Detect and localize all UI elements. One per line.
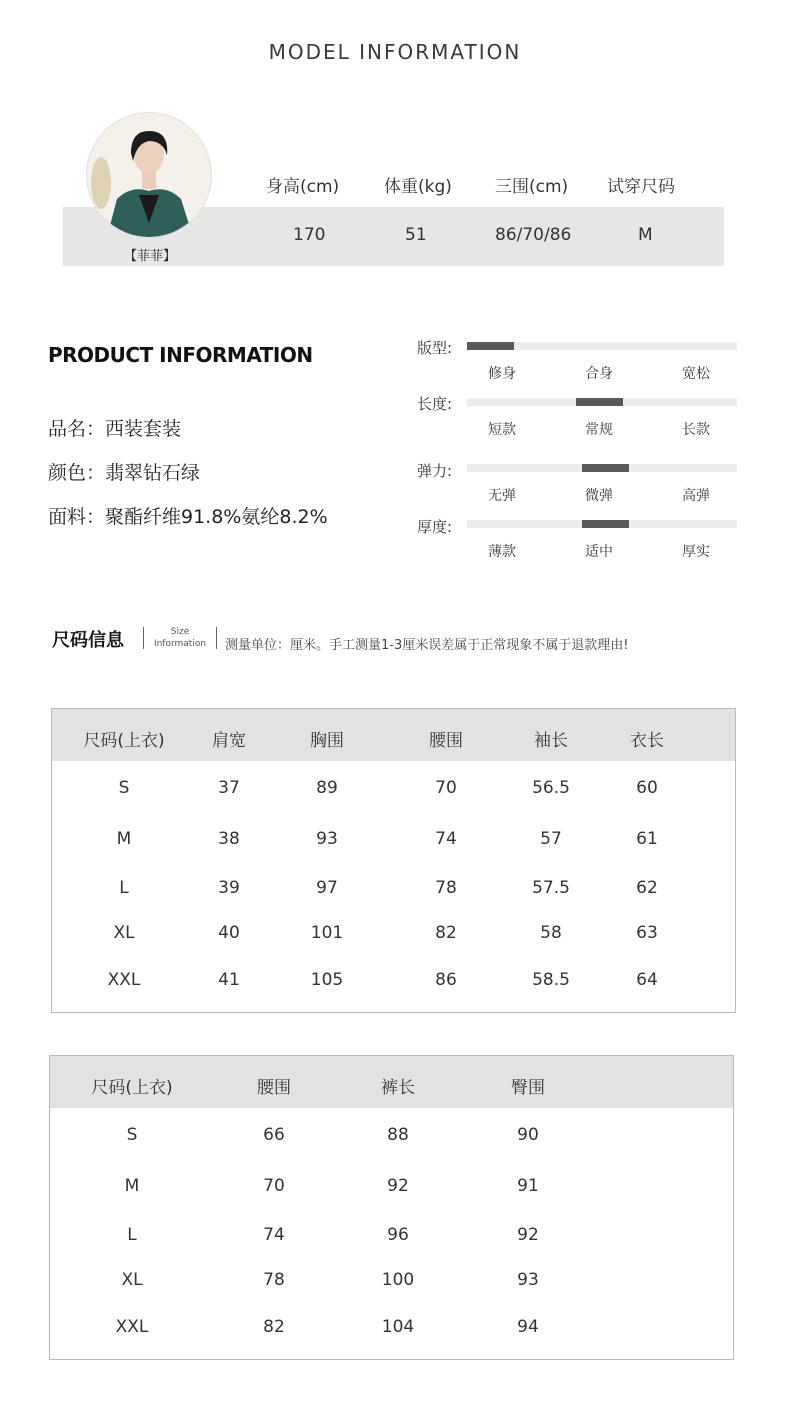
attr-fit-label: 版型: [417, 339, 453, 357]
top-table-cell: 58.5 [532, 970, 570, 990]
product-section-title: PRODUCT INFORMATION [48, 343, 313, 367]
pants-table-cell: L [127, 1225, 137, 1245]
pants-table-header-cell: 臀围 [511, 1078, 545, 1098]
top-table-header-cell: 袖长 [534, 731, 568, 751]
pants-table-cell: XXL [115, 1317, 149, 1337]
top-table-cell: 56.5 [532, 778, 570, 798]
size-info-english [151, 626, 209, 650]
pants-table-cell: 88 [387, 1125, 409, 1145]
top-table-cell: S [118, 778, 130, 798]
attr-fit-option-2: 合身 [585, 366, 613, 382]
top-table-cell: XXL [107, 970, 141, 990]
top-table-cell: 63 [636, 923, 658, 943]
attr-stretch-option-3: 高弹 [682, 488, 710, 504]
top-table-cell: M [116, 829, 132, 849]
top-table-header-cell: 腰围 [429, 731, 463, 751]
pants-table-cell: 74 [263, 1225, 285, 1245]
model-header-weight: 体重(kg) [384, 177, 452, 197]
attr-thickness-option-1: 薄款 [488, 544, 516, 560]
size-info-divider-left [143, 627, 144, 649]
attr-thickness-option-2: 适中 [585, 544, 613, 560]
top-table-cell: 78 [435, 878, 457, 898]
pants-table-cell: 104 [381, 1317, 415, 1337]
attr-fit-indicator [467, 342, 514, 350]
top-table-cell: 82 [435, 923, 457, 943]
model-value-size: M [638, 225, 653, 245]
pants-table-cell: M [124, 1176, 140, 1196]
top-table-header-cell: 尺码(上衣) [83, 731, 165, 751]
pants-table-header-cell: 尺码(上衣) [91, 1078, 173, 1098]
top-table-cell: 60 [636, 778, 658, 798]
top-table-header-cell: 肩宽 [212, 731, 246, 751]
top-table-cell: 70 [435, 778, 457, 798]
model-name: 【菲菲】 [123, 249, 176, 264]
attr-stretch-label: 弹力: [417, 462, 453, 480]
attr-fit-track [467, 342, 737, 350]
product-fabric-line: 面料：聚酯纤维91.8%氨纶8.2% [48, 506, 328, 528]
pants-table-header-cell: 腰围 [257, 1078, 291, 1098]
attr-stretch-indicator [582, 464, 629, 472]
top-table-cell: 57 [540, 829, 562, 849]
top-table-header-cell: 胸围 [310, 731, 344, 751]
top-table-cell: 39 [218, 878, 240, 898]
pants-table-cell: 90 [517, 1125, 539, 1145]
top-table-cell: 61 [636, 829, 658, 849]
top-table-cell: 58 [540, 923, 562, 943]
pants-table-cell: 66 [263, 1125, 285, 1145]
model-avatar [86, 112, 212, 238]
attr-length-option-3: 长款 [682, 422, 710, 438]
top-table-cell: 57.5 [532, 878, 570, 898]
product-name-line: 品名：西装套装 [48, 418, 182, 440]
model-value-measurements: 86/70/86 [495, 225, 572, 245]
attr-fit-option-1: 修身 [488, 366, 516, 382]
top-table-cell: 93 [316, 829, 338, 849]
pants-table-header-cell: 裤长 [381, 1078, 415, 1098]
attr-thickness-label: 厚度: [417, 518, 453, 536]
attr-length-indicator [576, 398, 623, 406]
pants-size-table [49, 1055, 734, 1360]
attr-length-label: 长度: [417, 395, 453, 413]
model-header-measurements: 三围(cm) [495, 177, 569, 197]
model-header-size: 试穿尺码 [607, 177, 675, 197]
top-table-cell: 40 [218, 923, 240, 943]
top-table-cell: 97 [316, 878, 338, 898]
attr-stretch-track [467, 464, 737, 472]
pants-table-cell: 78 [263, 1270, 285, 1290]
pants-table-cell: 94 [517, 1317, 539, 1337]
pants-table-cell: 92 [517, 1225, 539, 1245]
attr-stretch-option-1: 无弹 [488, 488, 516, 504]
pants-table-cell: 100 [381, 1270, 415, 1290]
attr-length-track [467, 398, 737, 406]
pants-table-cell: XL [121, 1270, 143, 1290]
size-info-title: 尺码信息 [52, 630, 124, 651]
pants-table-cell: S [126, 1125, 138, 1145]
top-table-cell: 64 [636, 970, 658, 990]
top-table-cell: 74 [435, 829, 457, 849]
top-table-cell: 89 [316, 778, 338, 798]
top-table-cell: 41 [218, 970, 240, 990]
top-table-cell: 105 [310, 970, 344, 990]
size-info-divider-right [216, 627, 217, 649]
attr-stretch-option-2: 微弹 [585, 488, 613, 504]
model-value-height: 170 [293, 225, 326, 245]
pants-table-cell: 96 [387, 1225, 409, 1245]
attr-thickness-option-3: 厚实 [682, 544, 710, 560]
model-value-weight: 51 [405, 225, 427, 245]
model-section-title: MODEL INFORMATION [268, 40, 522, 64]
product-color-line: 颜色：翡翠钻石绿 [48, 462, 201, 484]
model-header-height: 身高(cm) [266, 177, 340, 197]
top-table-cell: 38 [218, 829, 240, 849]
pants-table-cell: 70 [263, 1176, 285, 1196]
attr-fit-option-3: 宽松 [682, 366, 710, 382]
attr-length-option-2: 常规 [585, 422, 613, 438]
top-size-table [51, 708, 736, 1013]
size-info-note: 测量单位：厘米。手工测量1-3厘米误差属于正常现象不属于退款理由! [225, 638, 629, 653]
attr-thickness-track [467, 520, 737, 528]
pants-table-cell: 82 [263, 1317, 285, 1337]
size-info-english-line2: Information [153, 639, 207, 649]
pants-table-cell: 93 [517, 1270, 539, 1290]
attr-length-option-1: 短款 [488, 422, 516, 438]
size-info-english-line1: Size [170, 627, 190, 637]
top-table-cell: XL [113, 923, 135, 943]
top-table-cell: L [119, 878, 129, 898]
pants-table-cell: 91 [517, 1176, 539, 1196]
pants-table-cell: 92 [387, 1176, 409, 1196]
top-table-cell: 101 [310, 923, 344, 943]
attr-thickness-indicator [582, 520, 629, 528]
top-table-cell: 86 [435, 970, 457, 990]
top-table-cell: 37 [218, 778, 240, 798]
top-table-header-cell: 衣长 [630, 731, 664, 751]
top-table-cell: 62 [636, 878, 658, 898]
